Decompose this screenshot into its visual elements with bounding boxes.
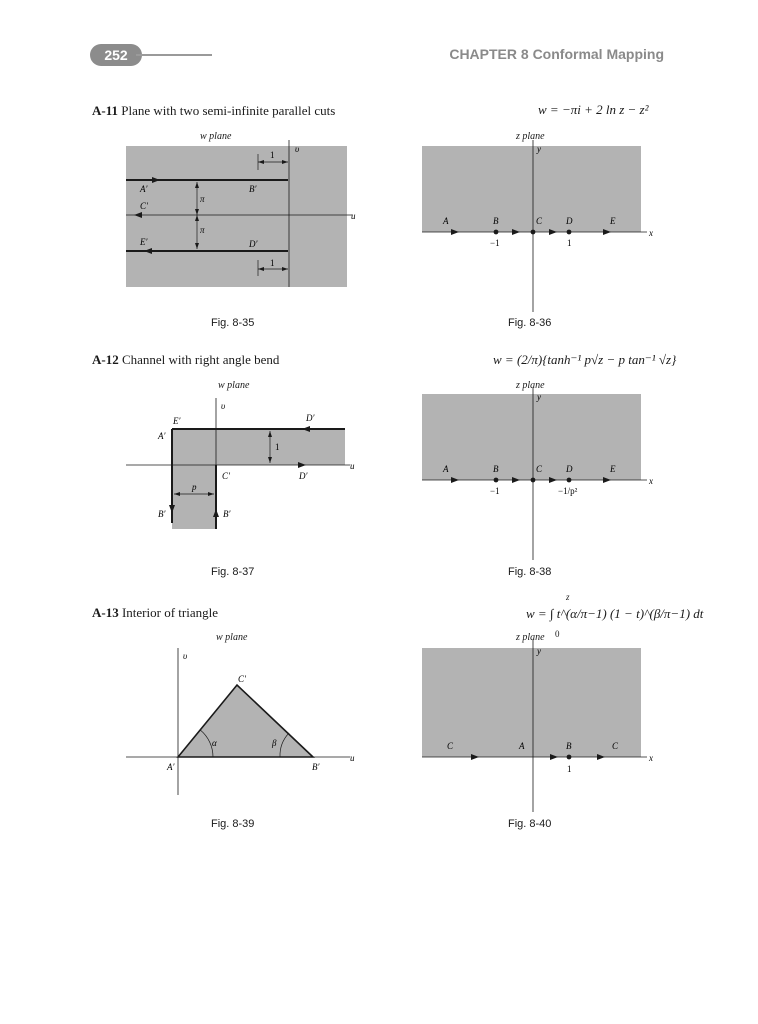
fig35-one-bottom: 1 <box>270 258 275 268</box>
fig37-diagram <box>120 393 365 535</box>
page-number-badge: 252 <box>90 44 142 66</box>
fig35-one-top: 1 <box>270 150 275 160</box>
fig38-shaded-region <box>422 394 641 480</box>
fig39-plane-label: w plane <box>216 632 248 643</box>
section-a12-formula: w = (2/π){tanh⁻¹ p√z − p tan⁻¹ √z} <box>493 352 677 367</box>
fig38-point-c <box>531 478 536 483</box>
header-rule <box>136 54 212 56</box>
fig36-label-b: B <box>493 216 499 226</box>
fig40-y-label: y <box>537 646 541 656</box>
fig38-plane-label: z plane <box>516 380 545 391</box>
fig40-caption: Fig. 8-40 <box>508 818 552 830</box>
fig35-v-label: υ <box>295 144 300 154</box>
fig36-point-d <box>567 230 572 235</box>
integral-lower-limit: 0 <box>555 629 560 639</box>
fig37-label-d-top: D′ <box>306 413 315 423</box>
fig38-label-a: A <box>443 464 449 474</box>
fig36-caption: Fig. 8-36 <box>508 317 552 329</box>
section-a12-text: Channel with right angle bend <box>121 352 280 367</box>
fig37-label-b-right: B′ <box>223 509 231 519</box>
section-a12-id: A-12 <box>92 352 119 367</box>
fig37-v-label: υ <box>221 401 226 411</box>
fig38-label-c: C <box>536 464 543 474</box>
fig37-label-c: C′ <box>222 471 230 481</box>
section-a12-title <box>92 352 279 368</box>
fig35-label-d: D′ <box>249 239 258 249</box>
fig39-beta-label: β <box>272 738 277 748</box>
fig38-y-label: y <box>537 392 541 402</box>
fig40-label-a: A <box>519 741 525 751</box>
fig38-caption: Fig. 8-38 <box>508 566 552 578</box>
fig35-diagram <box>120 140 360 290</box>
fig35-label-e: E′ <box>140 237 148 247</box>
fig35-label-c: C′ <box>140 201 148 211</box>
fig39-label-b: B′ <box>312 762 320 772</box>
section-a13-formula: w = ∫ t^(α/π−1) (1 − t)^(β/π−1) dt <box>526 606 704 621</box>
section-a13-title <box>92 605 218 621</box>
fig37-label-a: A′ <box>158 431 166 441</box>
fig36-tick-minus-one: −1 <box>490 238 500 248</box>
fig35-pi-lower: π <box>200 225 205 235</box>
fig40-plane-label: z plane <box>516 632 545 643</box>
fig39-label-c: C′ <box>238 674 246 684</box>
fig37-p-label: p <box>192 482 197 492</box>
fig38-label-b: B <box>493 464 499 474</box>
fig36-plane-label: z plane <box>516 131 545 142</box>
chapter-title: CHAPTER 8 Conformal Mapping <box>449 46 664 62</box>
fig38-x-label: x <box>649 476 653 486</box>
fig37-u-label: u <box>350 461 355 471</box>
fig38-diagram <box>415 388 665 563</box>
fig40-shaded-region <box>422 648 641 757</box>
fig38-tick-minus-inv-p2: −1/p² <box>558 486 578 496</box>
fig36-diagram <box>415 140 665 315</box>
fig38-tick-minus-one: −1 <box>490 486 500 496</box>
fig39-u-label: u <box>350 753 355 763</box>
fig38-label-e: E <box>610 464 616 474</box>
fig39-diagram <box>120 643 365 798</box>
fig40-diagram <box>415 640 665 815</box>
fig37-label-d-bottom: D′ <box>299 471 308 481</box>
section-a11-text: Plane with two semi-infinite parallel cuts <box>121 103 336 118</box>
fig39-label-a: A′ <box>167 762 175 772</box>
section-a13-id: A-13 <box>92 605 119 620</box>
fig37-label-e: E′ <box>173 416 181 426</box>
fig40-tick-one: 1 <box>567 764 572 774</box>
fig39-alpha-label: α <box>212 738 217 748</box>
fig35-caption: Fig. 8-35 <box>211 317 255 329</box>
section-a13-text: Interior of triangle <box>121 605 218 620</box>
fig36-y-label: y <box>537 144 541 154</box>
fig39-v-label: υ <box>183 651 188 661</box>
fig37-one-label: 1 <box>275 442 280 452</box>
fig36-label-a: A <box>443 216 449 226</box>
fig35-u-label: u <box>351 211 356 221</box>
fig36-label-c: C <box>536 216 543 226</box>
fig39-triangle <box>178 685 313 757</box>
fig40-point-b <box>567 755 572 760</box>
fig37-label-b-left: B′ <box>158 509 166 519</box>
fig40-label-c-left: C <box>447 741 454 751</box>
fig36-label-e: E <box>610 216 616 226</box>
fig36-label-d: D <box>566 216 573 226</box>
fig37-channel-region <box>172 429 345 529</box>
fig36-point-b <box>494 230 499 235</box>
fig35-pi-upper: π <box>200 194 205 204</box>
fig35-plane-label: w plane <box>200 131 232 142</box>
fig36-point-c <box>531 230 536 235</box>
fig35-shaded-region <box>126 146 347 287</box>
fig38-point-b <box>494 478 499 483</box>
fig36-x-label: x <box>649 228 653 238</box>
fig38-label-d: D <box>566 464 573 474</box>
fig38-point-d <box>567 478 572 483</box>
fig40-x-label: x <box>649 753 653 763</box>
section-a11-id: A-11 <box>92 103 118 118</box>
fig36-shaded-region <box>422 146 641 232</box>
integral-upper-limit: z <box>566 592 570 602</box>
section-a11-formula: w = −πi + 2 ln z − z² <box>538 102 649 117</box>
fig37-plane-label: w plane <box>218 380 250 391</box>
fig35-label-a: A′ <box>140 184 148 194</box>
fig35-label-b: B′ <box>249 184 257 194</box>
fig40-label-b: B <box>566 741 572 751</box>
fig37-caption: Fig. 8-37 <box>211 566 255 578</box>
fig36-tick-one: 1 <box>567 238 572 248</box>
fig39-caption: Fig. 8-39 <box>211 818 255 830</box>
section-a11-title <box>92 103 335 119</box>
fig40-label-c-right: C <box>612 741 619 751</box>
